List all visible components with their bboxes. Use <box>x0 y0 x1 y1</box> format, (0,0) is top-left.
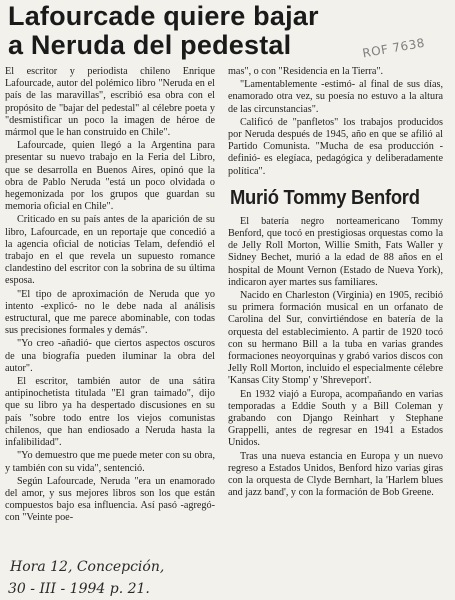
paragraph: "Yo demuestro que me puede meter con su obra, y también con su vida", sentenció. <box>5 450 215 474</box>
paragraph: Tras una nueva estancia en Europa y un nuevo regreso a Estados Unidos, Benford hizo varias giras con la orquesta de Clyde Bernhart, la 'Harlem blues and jazz band', y con la formación de Bob Greene. <box>228 450 443 499</box>
archive-stamp: ROF 7638 <box>361 35 426 61</box>
paragraph: Calificó de "panfletos" los trabajos producidos por Neruda después de 1945, año en que se afilió al Partido Comunista. "Mucha de esa producción -definió- es elegíaca, pedagógica y deliberadamente política". <box>228 116 443 177</box>
paragraph: En 1932 viajó a Europa, acompañando en varias temporadas a Eddie South y a Bill Coleman y grabando con Django Reinhart y Stephane Grappelli, antes de regresar en 1941 a Estados Unidos. <box>228 388 443 449</box>
paragraph: "El tipo de aproximación de Neruda que yo intento -explicó- no le debe nada al análisis estructural, que me parece abominable, con todas sus precisiones formales y demás". <box>5 288 215 337</box>
paragraph: "Yo creo -añadió- que ciertos aspectos oscuros de una biografía pueden iluminar la obra del autor". <box>5 338 215 374</box>
headline <box>8 2 353 60</box>
right-column <box>228 66 443 501</box>
paragraph: Según Lafourcade, Neruda "era un enamorado del amor, y sus mejores libros son los que están compuestos bajo esa influencia. Así pasó -agregó- con "Veinte poe- <box>5 475 215 524</box>
subheadline: Murió Tommy Benford <box>230 186 420 209</box>
source-note-line-2: 30 - III - 1994 p. 21. <box>8 581 150 597</box>
paragraph: El escritor, también autor de una sátira antipinochetista titulada "El gran taimado", dijo que su libro ya ha despertado discusiones en su país "sobre todo entre los viejos comunistas chilenos, que han endiosado a Neruda hasta la infalibilidad". <box>5 376 215 449</box>
paragraph: "Lamentablemente -estimó- al final de sus días, enamorado otra vez, su poesía no estuvo a la altura de las circunstancias". <box>228 79 443 115</box>
paragraph: Nacido en Charleston (Virginia) en 1905, recibió su primera formación musical en un orfanato de Carolina del Sur, convirtiéndose en batería de la orquesta del establecimiento. A partir de 1920 tocó con su hermano Bill a la tuba en varias grandes formaciones neoyorquinas y grabó varios discos con Jelly Roll Morton, incluido el especialmente célebre 'Kansas City Stomp' y 'Shreveport'. <box>228 290 443 387</box>
source-note-line-1: Hora 12, Concepción, <box>10 559 165 575</box>
handwritten-source-note <box>4 556 244 600</box>
paragraph: Criticado en su país antes de la aparición de su libro, Lafourcade, en un reportaje que concedió a la agencia oficial de noticias Telam, defendió el trabajo en el que revela un supuesto romance clandestino del escritor con la sobrina de su última esposa. <box>5 214 215 287</box>
paragraph: Lafourcade, quien llegó a la Argentina para presentar su nuevo trabajo en la Feria del Libro, que se desarrolla en Buenos Aires, opinó que la obra de Pablo Neruda "está un poco olvidada o hegemonizada por los grupos que guardan su memoria oficial en Chile". <box>5 140 215 213</box>
left-column <box>5 66 215 526</box>
headline-line-1: Lafourcade quiere bajar <box>8 1 319 31</box>
paragraph: El batería negro norteamericano Tommy Benford, que tocó en prestigiosas orquestas como la de Jelly Roll Morton, Willie Smith, Fats Waller y Sidney Bechet, murió a la edad de 88 años en el hospital de Mount Vernon (Estado de Nueva York), indicaron ayer martes sus familiares. <box>228 215 443 288</box>
paragraph: El escritor y periodista chileno Enrique Lafourcade, autor del polémico libro "Neruda en el país de las maravillas", escribió esa obra con el propósito de "bajar del pedestal" al célebre poeta y "desmistificar un poco la imagen de héroe de mármol que le han construido en Chile". <box>5 66 215 139</box>
headline-line-2: a Neruda del pedestal <box>8 30 292 60</box>
paragraph: mas", o con "Residencia en la Tierra". <box>228 66 384 77</box>
